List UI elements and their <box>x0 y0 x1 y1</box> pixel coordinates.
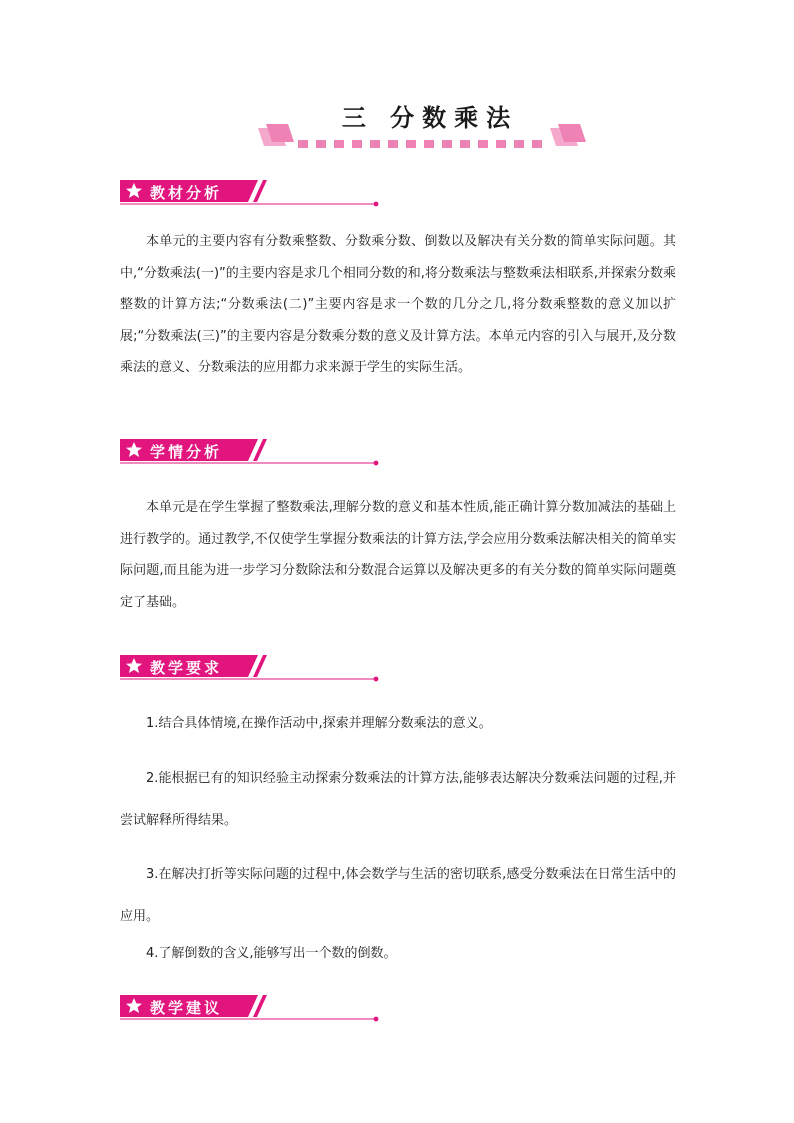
section-header-jiaocai <box>120 178 382 208</box>
section-title: 教材分析 <box>150 184 223 202</box>
section-title: 教学建议 <box>150 999 223 1017</box>
section-paragraph: 本单元是在学生掌握了整数乘法,理解分数的意义和基本性质,能正确计算分数加减法的基础上进行教学的。通过教学,不仅使学生掌握分数乘法的计算方法,学会应用分数乘法解决相关的简单实际问题,而且能为进一步学习分数除法和分数混合运算以及解决更多的有关分数的简单实际问题奠定了基础。 <box>120 500 676 610</box>
section-title: 教学要求 <box>150 659 223 677</box>
chapter-title: 三 分数乘法 <box>341 103 519 132</box>
title-ribbon-decoration <box>258 124 588 154</box>
requirement-item: 2.能根据已有的知识经验主动探索分数乘法的计算方法,能够表达解决分数乘法问题的过程,并尝试解释所得结果。 <box>120 771 676 828</box>
section-header-jianyi <box>120 993 382 1023</box>
section-header-xueqing <box>120 437 382 467</box>
requirement-item: 1.结合具体情境,在操作活动中,探索并理解分数乘法的意义。 <box>146 716 492 731</box>
requirement-item: 3.在解决打折等实际问题的过程中,体会数学与生活的密切联系,感受分数乘法在日常生活中的应用。 <box>120 867 676 924</box>
section-title: 学情分析 <box>150 443 223 461</box>
section-paragraph: 本单元的主要内容有分数乘整数、分数乘分数、倒数以及解决有关分数的简单实际问题。其中,“分数乘法(一)”的主要内容是求几个相同分数的和,将分数乘法与整数乘法相联系,并探索分数乘整数的计算方法;“分数乘法(二)”主要内容是求一个数的几分之几,将分数乘整数的意义加以扩展;“分数乘法(三)”的主要内容是分数乘分数的意义及计算方法。本单元内容的引入与展开,及分数乘法的意义、分数乘法的应用都力求来源于学生的实际生活。 <box>120 234 677 375</box>
section-header-yaoqiu <box>120 653 382 683</box>
requirement-item: 4.了解倒数的含义,能够写出一个数的倒数。 <box>146 946 397 961</box>
